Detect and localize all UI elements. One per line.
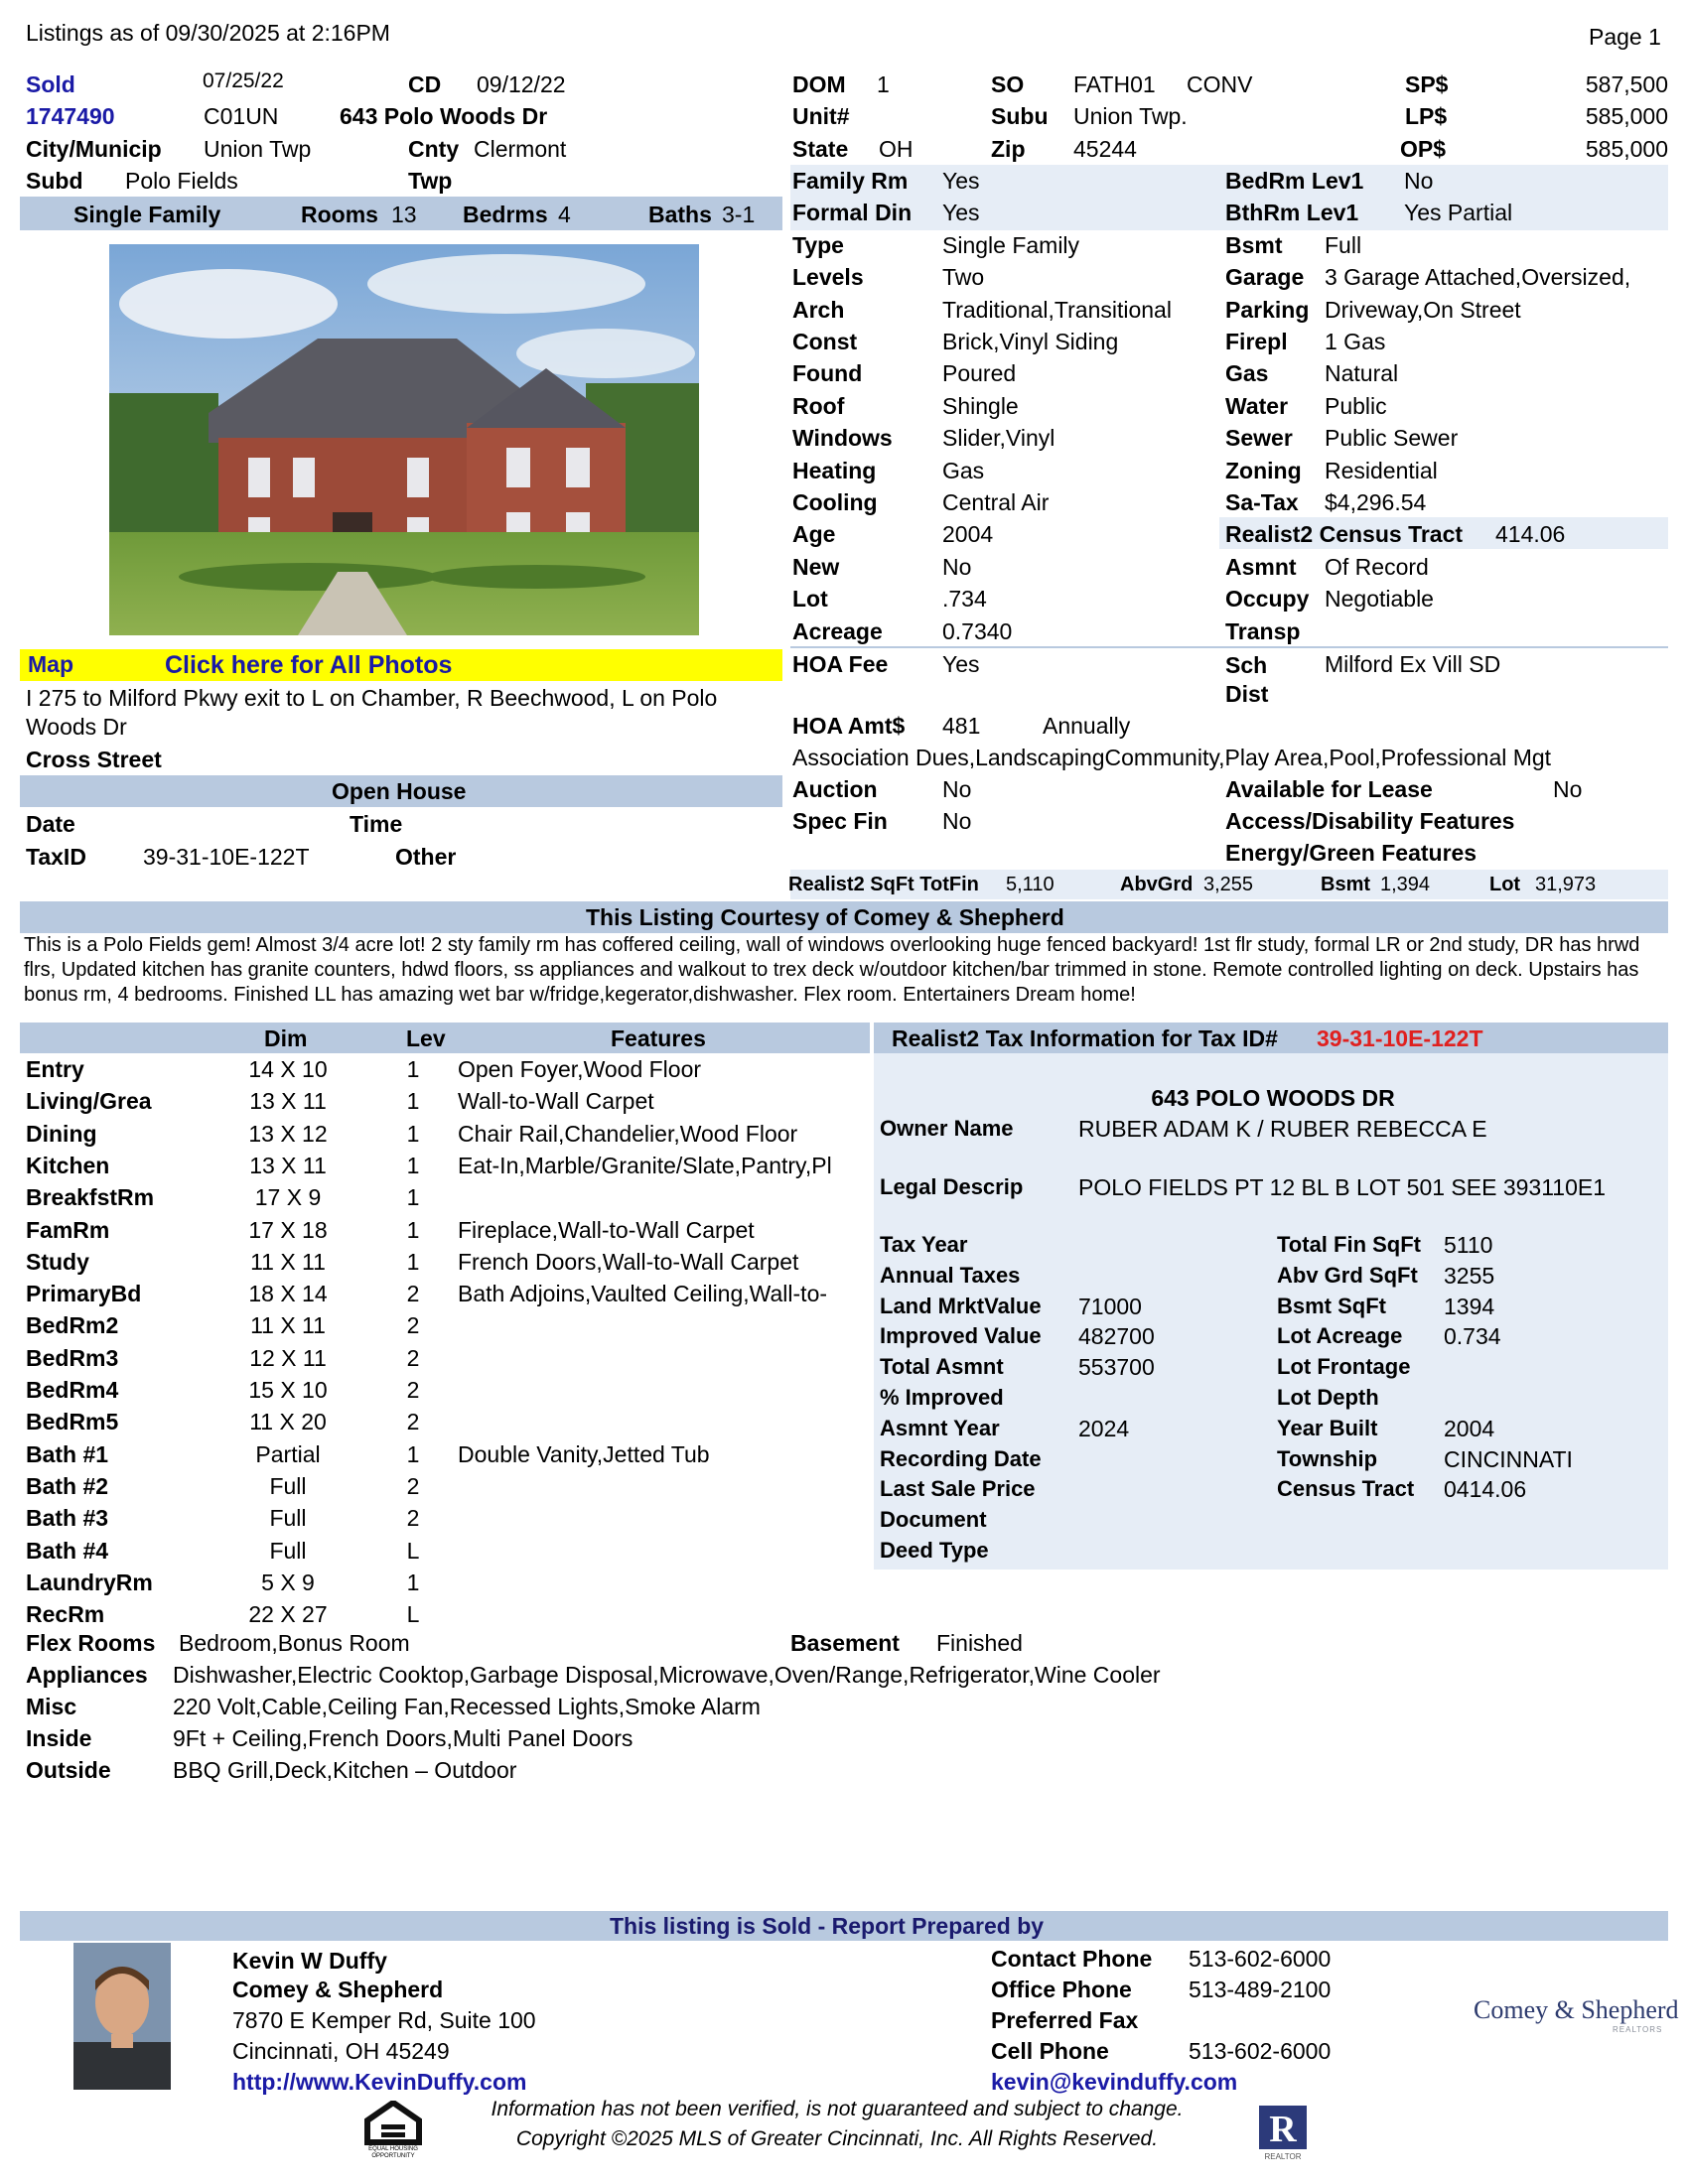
agent-photo-art	[73, 1943, 171, 2090]
room-level: 2	[406, 1505, 420, 1532]
room-features: French Doors,Wall-to-Wall Carpet	[458, 1248, 799, 1275]
feature-label: Transp	[1225, 617, 1301, 644]
feature-label: Const	[792, 329, 858, 354]
rooms-dim-header: Dim	[264, 1025, 308, 1051]
feature-label: BthRm Lev1	[1225, 200, 1359, 226]
tax-field-value: 482700	[1078, 1323, 1155, 1350]
room-dim: 17 X 18	[248, 1216, 328, 1243]
directions: I 275 to Milford Pkwy exit to L on Chamber, R Beechwood, L on Polo Woods Dr	[26, 685, 718, 740]
feature-label: Lot	[792, 586, 828, 613]
tax-field-label: Year Built	[1277, 1415, 1378, 1440]
hoa-fee-value: Yes	[942, 651, 980, 677]
subu-value: Union Twp.	[1073, 103, 1188, 129]
feature-label: Asmnt	[1225, 553, 1297, 580]
feature-value: Yes	[942, 168, 980, 194]
feature-label: Zoning	[1225, 457, 1302, 483]
feature-label: Type	[792, 231, 844, 258]
all-photos-link[interactable]: Click here for All Photos	[165, 651, 453, 679]
owner-value: RUBER ADAM K / RUBER REBECCA E	[1078, 1116, 1487, 1142]
room-name: BedRm3	[26, 1344, 119, 1371]
tax-field-label: Census Tract	[1277, 1476, 1415, 1502]
agent-photo	[73, 1943, 171, 2090]
cross-street-label: Cross Street	[26, 747, 162, 772]
tax-field-label: Lot Frontage	[1277, 1354, 1411, 1380]
rooms-lev-header: Lev	[406, 1025, 446, 1051]
taxid-value: 39-31-10E-122T	[143, 844, 310, 870]
tax-title: Realist2 Tax Information for Tax ID#	[892, 1025, 1278, 1051]
equal-housing-text: EQUAL HOUSING OPPORTUNITY	[368, 2146, 418, 2159]
flex-value: Bedroom,Bonus Room	[179, 1630, 410, 1656]
lease-value: No	[1553, 776, 1583, 802]
feature-label: Firepl	[1225, 329, 1288, 354]
room-level: 1	[406, 1056, 420, 1082]
room-name: BedRm4	[26, 1377, 119, 1403]
room-dim: 12 X 11	[249, 1344, 327, 1371]
room-level: 1	[406, 1152, 420, 1178]
cell-phone-label: Cell Phone	[991, 2038, 1109, 2064]
room-name: Dining	[26, 1120, 97, 1147]
room-dim: 11 X 11	[250, 1248, 326, 1275]
feature-value: No	[942, 553, 972, 580]
office-phone-label: Office Phone	[991, 1977, 1132, 2002]
misc-value: 220 Volt,Cable,Ceiling Fan,Recessed Lights,Smoke Alarm	[173, 1694, 761, 1719]
room-dim: 13 X 11	[249, 1152, 327, 1178]
feature-value: Single Family	[942, 231, 1080, 258]
tax-field-label: Last Sale Price	[880, 1476, 1036, 1502]
rooms-value: 13	[391, 202, 417, 227]
subd-label: Subd	[26, 168, 83, 194]
owner-label: Owner Name	[880, 1116, 1014, 1141]
map-link[interactable]: Map	[28, 651, 73, 677]
tax-field-label: Deed Type	[880, 1538, 989, 1563]
room-name: Kitchen	[26, 1152, 110, 1178]
realtor-icon	[1257, 2104, 1309, 2163]
tax-taxid: 39-31-10E-122T	[1317, 1025, 1483, 1051]
sqft-totfin-value: 5,110	[1006, 874, 1055, 895]
op-label: OP$	[1400, 136, 1447, 162]
tax-field-label: Lot Acreage	[1277, 1323, 1403, 1349]
room-dim: Full	[269, 1472, 307, 1499]
tax-field-label: Township	[1277, 1445, 1378, 1471]
zip-label: Zip	[991, 136, 1026, 162]
feature-value: 0.7340	[942, 617, 1013, 644]
address: 643 Polo Woods Dr	[340, 103, 548, 129]
sqft-lot-label: Lot	[1489, 874, 1521, 895]
room-dim: 13 X 12	[248, 1120, 328, 1147]
room-level: 1	[406, 1440, 420, 1467]
tax-field-value: 3255	[1444, 1262, 1495, 1289]
baths-value: 3-1	[722, 202, 756, 227]
basement-value: Finished	[936, 1630, 1023, 1656]
sold-band-text: This listing is Sold - Report Prepared by	[610, 1913, 1045, 1939]
oh-time-label: Time	[350, 811, 403, 837]
zip-value: 45244	[1073, 136, 1137, 162]
room-dim: 5 X 9	[261, 1569, 315, 1595]
room-level: 2	[406, 1377, 420, 1403]
feature-divider	[790, 646, 1668, 648]
appliances-label: Appliances	[26, 1662, 148, 1688]
agent-website-link[interactable]: http://www.KevinDuffy.com	[232, 2069, 527, 2095]
hoa-fee-label: HOA Fee	[792, 651, 889, 677]
rooms-label: Rooms	[301, 202, 378, 227]
feature-value: .734	[942, 586, 987, 613]
feature-value: Brick,Vinyl Siding	[942, 329, 1119, 354]
feature-value: Gas	[942, 457, 985, 483]
room-level: 2	[406, 1409, 420, 1435]
hoa-includes: Association Dues,LandscapingCommunity,Play Area,Pool,Professional Mgt	[792, 745, 1552, 770]
room-name: BedRm5	[26, 1409, 119, 1435]
sold-date: 07/25/22	[203, 69, 284, 92]
room-level: 1	[406, 1216, 420, 1243]
city-value: Union Twp	[204, 136, 312, 162]
comey-shepherd-logo: Comey & Shepherd	[1474, 1995, 1679, 2024]
sqft-bsmt-label: Bsmt	[1321, 874, 1371, 895]
mls-number-link[interactable]: 1747490	[26, 103, 115, 129]
sqft-abvgrd-label: AbvGrd	[1120, 874, 1194, 895]
feature-label: BedRm Lev1	[1225, 168, 1364, 194]
feature-label: Arch	[792, 296, 845, 323]
tax-field-value: 2024	[1078, 1415, 1130, 1441]
oh-date-label: Date	[26, 811, 75, 837]
room-level: L	[406, 1537, 420, 1564]
cell-phone-value: 513-602-6000	[1189, 2038, 1332, 2064]
feature-label: Heating	[792, 457, 877, 483]
tax-address: 643 POLO WOODS DR	[1151, 1085, 1395, 1111]
room-level: 1	[406, 1184, 420, 1211]
misc-label: Misc	[26, 1694, 77, 1719]
tax-field-value: 1394	[1444, 1293, 1495, 1319]
realtor-text: REALTOR	[1264, 2152, 1302, 2161]
tax-field-label: Asmnt Year	[880, 1415, 1000, 1440]
sqft-abvgrd-value: 3,255	[1203, 874, 1254, 895]
feature-label: Sa-Tax	[1225, 489, 1299, 515]
room-dim: Full	[269, 1537, 307, 1564]
tax-field-value: 2004	[1444, 1415, 1495, 1441]
room-dim: 13 X 11	[249, 1088, 327, 1115]
room-level: 2	[406, 1281, 420, 1307]
auction-value: No	[942, 776, 972, 802]
state-label: State	[792, 136, 849, 162]
cd-date: 09/12/22	[477, 71, 566, 97]
feature-value: Traditional,Transitional	[942, 296, 1172, 323]
sqft-bsmt-value: 1,394	[1380, 874, 1431, 895]
hoa-amt-value: 481	[942, 713, 981, 739]
room-dim: Full	[269, 1505, 307, 1532]
room-level: 1	[406, 1120, 420, 1147]
room-name: LaundryRm	[26, 1569, 153, 1595]
fax-label: Preferred Fax	[991, 2007, 1139, 2033]
status-sold: Sold	[26, 71, 75, 97]
feature-label: Found	[792, 360, 863, 387]
room-level: L	[406, 1601, 420, 1628]
county-label: Cnty	[408, 136, 460, 162]
room-name: FamRm	[26, 1216, 110, 1243]
tax-field-label: Total Fin SqFt	[1277, 1232, 1422, 1257]
feature-value: Of Record	[1325, 553, 1429, 580]
hoa-amt-label: HOA Amt$	[792, 713, 906, 739]
legal-value: POLO FIELDS PT 12 BL B LOT 501 SEE 393110E1	[1078, 1174, 1607, 1200]
inside-label: Inside	[26, 1725, 92, 1751]
feature-label: Roof	[792, 392, 845, 419]
feature-label: Gas	[1225, 360, 1269, 387]
feature-value: Residential	[1325, 457, 1438, 483]
room-dim: 14 X 10	[248, 1056, 328, 1082]
room-level: 1	[406, 1569, 420, 1595]
feature-label: Age	[792, 521, 836, 548]
remarks: This is a Polo Fields gem! Almost 3/4 acre lot! 2 sty family rm has coffered ceiling, wall of windows overlooking huge fenced backyard! 1st flr study, formal LR or 2nd study, DR has hrwd flrs, Updated kitchen has granite counters, hdwd floors, ss appliances and walkout to trex deck w/outdoor kitchen/bar trimmed in stone. Remote controlled lighting on deck. Upstairs has bonus rm, 4 bedrooms. Finished LL has amazing wet bar w/fridge,kegerator,dishwasher. Flex room. Entertainers Dream home!	[24, 934, 1640, 1006]
type-band-type: Single Family	[73, 202, 221, 227]
page-number: Page 1	[1589, 24, 1661, 50]
access-label: Access/Disability Features	[1225, 808, 1515, 834]
feature-value: Two	[942, 264, 985, 291]
appliances-value: Dishwasher,Electric Cooktop,Garbage Disposal,Microwave,Oven/Range,Refrigerator,Wine Cooler	[173, 1662, 1161, 1688]
tax-field-value: CINCINNATI	[1444, 1445, 1573, 1472]
tax-field-value: 71000	[1078, 1293, 1142, 1319]
legal-label: Legal Descrip	[880, 1174, 1024, 1199]
open-house-title: Open House	[332, 778, 467, 804]
tax-field-label: Total Asmnt	[880, 1354, 1004, 1380]
tax-field-label: Tax Year	[880, 1232, 968, 1257]
feature-value: Shingle	[942, 392, 1019, 419]
subd-value: Polo Fields	[125, 168, 238, 194]
room-features: Fireplace,Wall-to-Wall Carpet	[458, 1216, 755, 1243]
room-dim: 18 X 14	[248, 1281, 328, 1307]
sqft-totfin-label: Realist2 SqFt TotFin	[788, 874, 979, 895]
feature-label: Acreage	[792, 617, 883, 644]
feature-value: Natural	[1325, 360, 1399, 387]
unit-label: Unit#	[792, 103, 850, 129]
sch-dist-value: Milford Ex Vill SD	[1325, 651, 1501, 677]
tax-field-value: 0414.06	[1444, 1476, 1527, 1503]
comey-shepherd-logo-sub: REALTORS	[1613, 2025, 1663, 2034]
room-name: BedRm2	[26, 1312, 119, 1339]
disclaimer-line2: Copyright ©2025 MLS of Greater Cincinnati, Inc. All Rights Reserved.	[515, 2127, 1159, 2150]
tax-field-label: Bsmt SqFt	[1277, 1293, 1386, 1318]
feature-value: 2004	[942, 521, 994, 548]
lp-value: 585,000	[1585, 103, 1668, 129]
specfin-label: Spec Fin	[792, 808, 888, 834]
svg-text:R: R	[1269, 2109, 1297, 2150]
sp-value: 587,500	[1585, 71, 1668, 97]
room-features: Double Vanity,Jetted Tub	[458, 1440, 710, 1467]
cd-label: CD	[408, 71, 442, 97]
tax-field-label: Document	[880, 1507, 987, 1533]
listings-timestamp: Listings as of 09/30/2025 at 2:16PM	[26, 20, 390, 46]
tax-field-label: Recording Date	[880, 1445, 1042, 1471]
sqft-lot-value: 31,973	[1535, 874, 1597, 895]
feature-value: Driveway,On Street	[1325, 296, 1521, 323]
rooms-features-header: Features	[611, 1025, 706, 1051]
op-value: 585,000	[1585, 136, 1668, 162]
room-name: PrimaryBd	[26, 1281, 142, 1307]
sp-label: SP$	[1405, 71, 1449, 97]
auction-label: Auction	[792, 776, 878, 802]
feature-label: Sewer	[1225, 425, 1293, 452]
so-type: CONV	[1187, 71, 1253, 97]
outside-label: Outside	[26, 1757, 111, 1783]
state-value: OH	[879, 136, 914, 162]
tax-field-value: 553700	[1078, 1354, 1155, 1381]
room-features: Bath Adjoins,Vaulted Ceiling,Wall-to-	[458, 1281, 828, 1307]
agent-address2: Cincinnati, OH 45249	[232, 2038, 450, 2064]
room-name: Study	[26, 1248, 89, 1275]
feature-label: Parking	[1225, 296, 1310, 323]
lp-label: LP$	[1405, 103, 1448, 129]
office-phone-value: 513-489-2100	[1189, 1977, 1332, 2002]
tax-field-value: 5110	[1444, 1232, 1493, 1258]
agent-company: Comey & Shepherd	[232, 1977, 444, 2002]
room-name: Entry	[26, 1056, 84, 1082]
other-label: Other	[395, 844, 457, 870]
city-label: City/Municip	[26, 136, 162, 162]
feature-value: Public Sewer	[1325, 425, 1459, 452]
agent-name: Kevin W Duffy	[232, 1948, 387, 1974]
taxid-label: TaxID	[26, 844, 86, 870]
tax-field-label: Lot Depth	[1277, 1385, 1379, 1410]
room-features: Wall-to-Wall Carpet	[458, 1088, 654, 1115]
so-label: SO	[991, 71, 1025, 97]
equal-housing-icon	[361, 2101, 425, 2162]
feature-value: 414.06	[1495, 521, 1566, 548]
room-features: Chair Rail,Chandelier,Wood Floor	[458, 1120, 798, 1147]
feature-value: Yes	[942, 200, 980, 226]
room-features: Eat-In,Marble/Granite/Slate,Pantry,Pl	[458, 1152, 832, 1178]
house-photo-art	[109, 244, 699, 635]
tax-field-value: 0.734	[1444, 1323, 1501, 1350]
room-name: BreakfstRm	[26, 1184, 155, 1211]
feature-label: Occupy	[1225, 586, 1310, 613]
room-level: 2	[406, 1312, 420, 1339]
feature-value: Poured	[942, 360, 1017, 387]
feature-label: Windows	[792, 425, 893, 452]
room-name: Bath #1	[26, 1440, 109, 1467]
house-photo[interactable]	[109, 244, 699, 635]
agent-email-link[interactable]: kevin@kevinduffy.com	[991, 2069, 1238, 2095]
room-dim: 22 X 27	[248, 1601, 328, 1628]
area-code: C01UN	[204, 103, 279, 129]
specfin-value: No	[942, 808, 972, 834]
tax-field-label: Abv Grd SqFt	[1277, 1262, 1418, 1288]
so-value: FATH01	[1073, 71, 1156, 97]
room-dim: 11 X 11	[250, 1312, 326, 1339]
contact-phone-value: 513-602-6000	[1189, 1946, 1332, 1972]
bedrms-label: Bedrms	[463, 202, 548, 227]
feature-value: Central Air	[942, 489, 1050, 515]
tax-field-label: Land MrktValue	[880, 1293, 1042, 1318]
room-name: Bath #4	[26, 1537, 109, 1564]
agent-address1: 7870 E Kemper Rd, Suite 100	[232, 2007, 536, 2033]
feature-value: Negotiable	[1325, 586, 1434, 613]
room-level: 2	[406, 1344, 420, 1371]
energy-label: Energy/Green Features	[1225, 840, 1477, 866]
room-name: Bath #3	[26, 1505, 109, 1532]
room-level: 1	[406, 1088, 420, 1115]
feature-label: Cooling	[792, 489, 878, 515]
disclaimer-line1: Information has not been verified, is not guaranteed and subject to change.	[491, 2098, 1184, 2120]
inside-value: 9Ft + Ceiling,French Doors,Multi Panel Doors	[173, 1725, 633, 1751]
sch-dist-label: Sch Dist	[1225, 652, 1269, 707]
twp-label: Twp	[408, 168, 453, 194]
room-name: Bath #2	[26, 1472, 109, 1499]
feature-value: Full	[1325, 231, 1362, 258]
feature-value: No	[1404, 168, 1434, 194]
feature-value: Public	[1325, 392, 1387, 419]
feature-value: Slider,Vinyl	[942, 425, 1055, 452]
outside-value: BBQ Grill,Deck,Kitchen – Outdoor	[173, 1757, 517, 1783]
room-level: 1	[406, 1248, 420, 1275]
room-dim: 11 X 20	[249, 1409, 327, 1435]
feature-value: 3 Garage Attached,Oversized,	[1325, 264, 1631, 291]
hoa-freq: Annually	[1043, 713, 1131, 739]
room-name: Living/Grea	[26, 1088, 152, 1115]
contact-phone-label: Contact Phone	[991, 1946, 1153, 1972]
feature-label: New	[792, 553, 840, 580]
feature-label: Levels	[792, 264, 864, 291]
room-dim: 15 X 10	[248, 1377, 328, 1403]
feature-value: 1 Gas	[1325, 329, 1386, 354]
county-value: Clermont	[474, 136, 567, 162]
basement-label: Basement	[790, 1630, 900, 1656]
room-features: Open Foyer,Wood Floor	[458, 1056, 702, 1082]
tax-field-label: Improved Value	[880, 1323, 1042, 1349]
tax-field-label: Annual Taxes	[880, 1262, 1021, 1288]
dom-value: 1	[877, 71, 890, 97]
flex-label: Flex Rooms	[26, 1630, 156, 1656]
feature-label: Water	[1225, 392, 1289, 419]
feature-label: Garage	[1225, 264, 1305, 291]
bedrms-value: 4	[558, 202, 571, 227]
feature-label: Realist2 Census Tract	[1225, 521, 1464, 548]
room-dim: Partial	[255, 1440, 321, 1467]
courtesy-text: This Listing Courtesy of Comey & Shepherd	[586, 904, 1064, 930]
feature-value: Yes Partial	[1404, 200, 1513, 226]
room-level: 2	[406, 1472, 420, 1499]
lease-label: Available for Lease	[1225, 776, 1433, 802]
feature-label: Bsmt	[1225, 231, 1283, 258]
dom-label: DOM	[792, 71, 846, 97]
subu-label: Subu	[991, 103, 1049, 129]
feature-value: $4,296.54	[1325, 489, 1427, 515]
baths-label: Baths	[648, 202, 712, 227]
room-name: RecRm	[26, 1601, 105, 1628]
tax-field-label: % Improved	[880, 1385, 1004, 1410]
feature-label: Formal Din	[792, 200, 913, 226]
room-dim: 17 X 9	[254, 1184, 322, 1211]
feature-label: Family Rm	[792, 168, 909, 194]
